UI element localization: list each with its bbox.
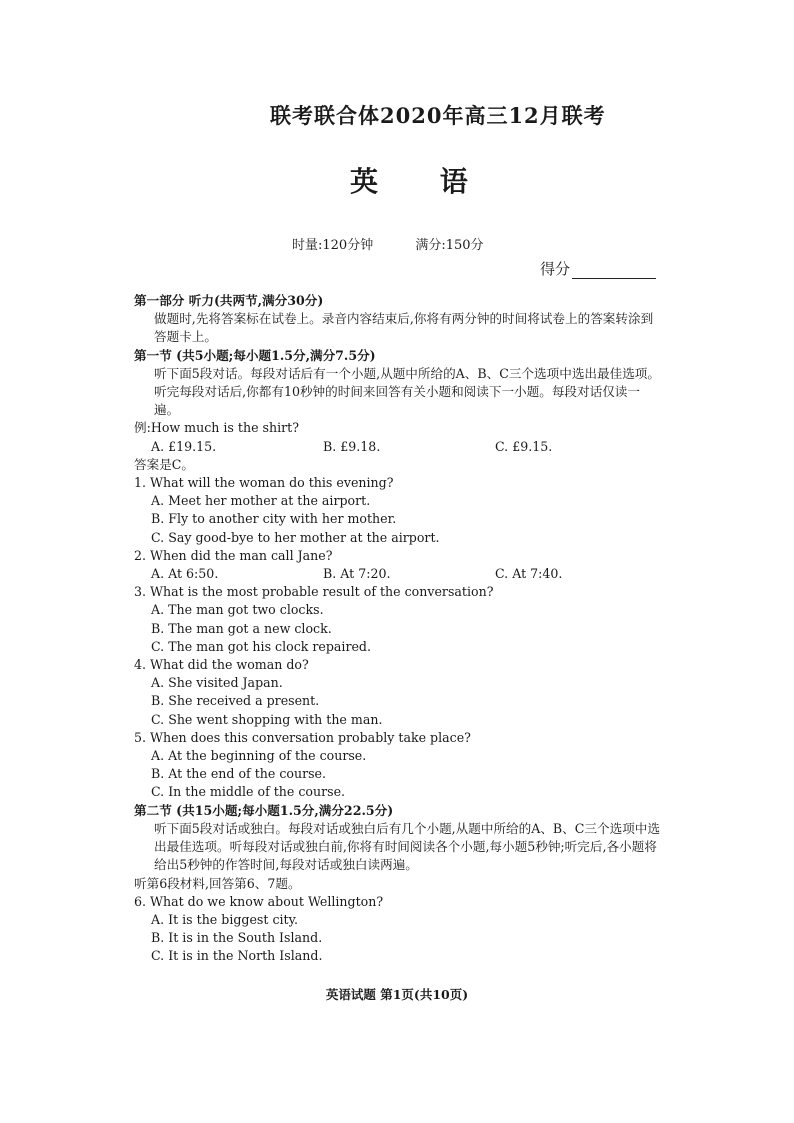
exam-content bbox=[134, 292, 664, 966]
question-text: 2. When did the man call Jane? bbox=[134, 547, 333, 563]
page-footer: 英语试题 第1页(共10页) bbox=[325, 987, 469, 1002]
section1-instruction: 听下面5段对话。每段对话后有一个小题,从题中所给的A、B、C三个选项中选出最佳选项。听完每段对话后,你都有10秒钟的时间来回答有关小题和阅读下一小题。每段对话仅读一遍。 bbox=[154, 365, 660, 418]
option: C. Say good-bye to her mother at the airport. bbox=[151, 529, 440, 545]
option: C. It is in the North Island. bbox=[151, 948, 323, 964]
material-note: 听第6段材料,回答第6、7题。 bbox=[134, 875, 301, 891]
score-label: 得分 bbox=[540, 260, 571, 278]
option: A. It is the biggest city. bbox=[151, 911, 299, 927]
score-field bbox=[540, 258, 656, 279]
subject-title: 英 语 bbox=[350, 165, 494, 198]
question-2 bbox=[134, 547, 664, 583]
option: A. She visited Japan. bbox=[151, 675, 283, 691]
question-text: 5. When does this conversation probably take place? bbox=[134, 729, 471, 745]
question-text: 1. What will the woman do this evening? bbox=[134, 475, 394, 491]
option: A. £19.15. bbox=[151, 438, 217, 454]
option: C. At 7:40. bbox=[495, 566, 563, 582]
question-1 bbox=[134, 474, 664, 547]
option: B. £9.18. bbox=[323, 438, 381, 454]
option: C. The man got his clock repaired. bbox=[151, 638, 371, 654]
part1-heading: 第一部分 听力(共两节,满分30分) bbox=[134, 293, 324, 308]
question-5 bbox=[134, 729, 664, 802]
question-text: 6. What do we know about Wellington? bbox=[134, 893, 384, 909]
option: B. She received a present. bbox=[151, 693, 320, 709]
option: A. Meet her mother at the airport. bbox=[151, 493, 371, 509]
part1-instruction: 做题时,先将答案标在试卷上。录音内容结束后,你将有两分钟的时间将试卷上的答案转涂到答题卡上。 bbox=[154, 311, 654, 345]
time-limit: 时量:120分钟 bbox=[292, 238, 374, 253]
option: A. At the beginning of the course. bbox=[151, 748, 367, 764]
option: C. In the middle of the course. bbox=[151, 784, 346, 800]
exam-title: 联考联合体2020年高三12月联考 bbox=[270, 103, 606, 128]
example-question: 例:How much is the shirt? bbox=[134, 420, 299, 436]
option: B. Fly to another city with her mother. bbox=[151, 511, 397, 527]
exam-meta bbox=[292, 234, 522, 253]
full-score: 满分:150分 bbox=[415, 238, 484, 253]
example-options bbox=[134, 438, 664, 456]
question-4 bbox=[134, 656, 664, 729]
option: A. At 6:50. bbox=[151, 566, 219, 582]
question-3 bbox=[134, 583, 664, 656]
option: B. At the end of the course. bbox=[151, 766, 327, 782]
question-text: 3. What is the most probable result of the conversation? bbox=[134, 584, 494, 600]
question-6 bbox=[134, 893, 664, 966]
option: C. She went shopping with the man. bbox=[151, 711, 383, 727]
question-options bbox=[134, 565, 664, 583]
section1-heading: 第一节 (共5小题;每小题1.5分,满分7.5分) bbox=[134, 347, 376, 363]
section2-heading: 第二节 (共15小题;每小题1.5分,满分22.5分) bbox=[134, 802, 394, 818]
option: A. The man got two clocks. bbox=[151, 602, 324, 618]
example-answer: 答案是C。 bbox=[134, 456, 195, 472]
option: B. It is in the South Island. bbox=[151, 930, 323, 946]
option: B. The man got a new clock. bbox=[151, 620, 332, 636]
section2-instruction: 听下面5段对话或独白。每段对话或独白后有几个小题,从题中所给的A、B、C三个选项中选出最佳选项。听每段对话或独白前,你将有时间阅读各个小题,每小题5秒钟;听完后,各小题将给出5秒钟的作答时间,每段对话或独白读两遍。 bbox=[154, 820, 660, 873]
score-blank-line bbox=[572, 264, 656, 279]
option: C. £9.15. bbox=[495, 438, 553, 454]
question-text: 4. What did the woman do? bbox=[134, 657, 309, 673]
option: B. At 7:20. bbox=[323, 566, 391, 582]
